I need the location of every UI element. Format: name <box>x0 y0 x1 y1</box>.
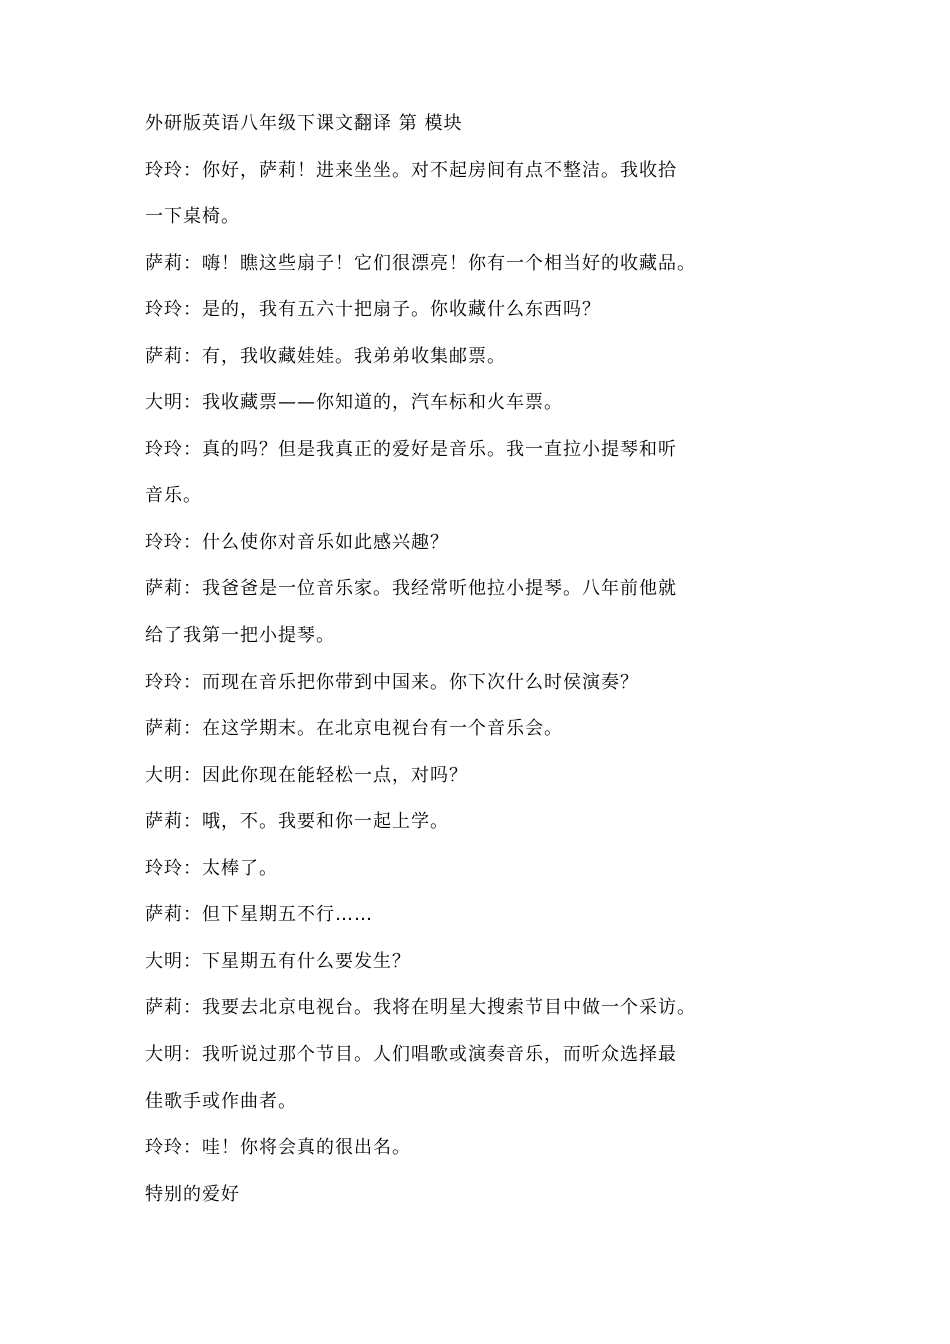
text-line: 玲玲：哇！你将会真的很出名。 <box>145 1137 411 1158</box>
text-line: 给了我第一把小提琴。 <box>145 625 335 646</box>
text-line: 萨莉：有，我收藏娃娃。我弟弟收集邮票。 <box>145 346 506 367</box>
text-line: 一下桌椅。 <box>145 206 240 227</box>
text-line: 萨莉：我爸爸是一位音乐家。我经常听他拉小提琴。八年前他就 <box>145 578 677 599</box>
text-line: 玲玲：而现在音乐把你带到中国来。你下次什么时侯演奏？ <box>145 672 639 693</box>
text-line: 玲玲：太棒了。 <box>145 858 278 879</box>
text-line: 玲玲：你好，萨莉！进来坐坐。对不起房间有点不整洁。我收拾 <box>145 160 677 181</box>
text-line: 萨莉：哦，不。我要和你一起上学。 <box>145 811 449 832</box>
text-line: 萨莉：嗨！瞧这些扇子！它们很漂亮！你有一个相当好的收藏品。 <box>145 253 696 274</box>
text-line: 萨莉：但下星期五不行…… <box>145 904 373 925</box>
text-line: 大明：因此你现在能轻松一点，对吗？ <box>145 765 468 786</box>
text-line: 音乐。 <box>145 485 202 506</box>
section-heading: 特别的爱好 <box>145 1184 240 1205</box>
text-line: 萨莉：我要去北京电视台。我将在明星大搜索节目中做一个采访。 <box>145 997 696 1018</box>
text-line: 大明：我收藏票——你知道的，汽车标和火车票。 <box>145 392 563 413</box>
text-line: 玲玲：真的吗？但是我真正的爱好是音乐。我一直拉小提琴和听 <box>145 439 677 460</box>
document-title: 外研版英语八年级下课文翻译 第 模块 <box>145 113 463 134</box>
text-line: 佳歌手或作曲者。 <box>145 1091 297 1112</box>
text-line: 玲玲：是的，我有五六十把扇子。你收藏什么东西吗？ <box>145 299 601 320</box>
text-line: 大明：下星期五有什么要发生？ <box>145 951 411 972</box>
text-line: 大明：我听说过那个节目。人们唱歌或演奏音乐，而听众选择最 <box>145 1044 677 1065</box>
text-line: 玲玲：什么使你对音乐如此感兴趣？ <box>145 532 449 553</box>
text-line: 萨莉：在这学期末。在北京电视台有一个音乐会。 <box>145 718 563 739</box>
